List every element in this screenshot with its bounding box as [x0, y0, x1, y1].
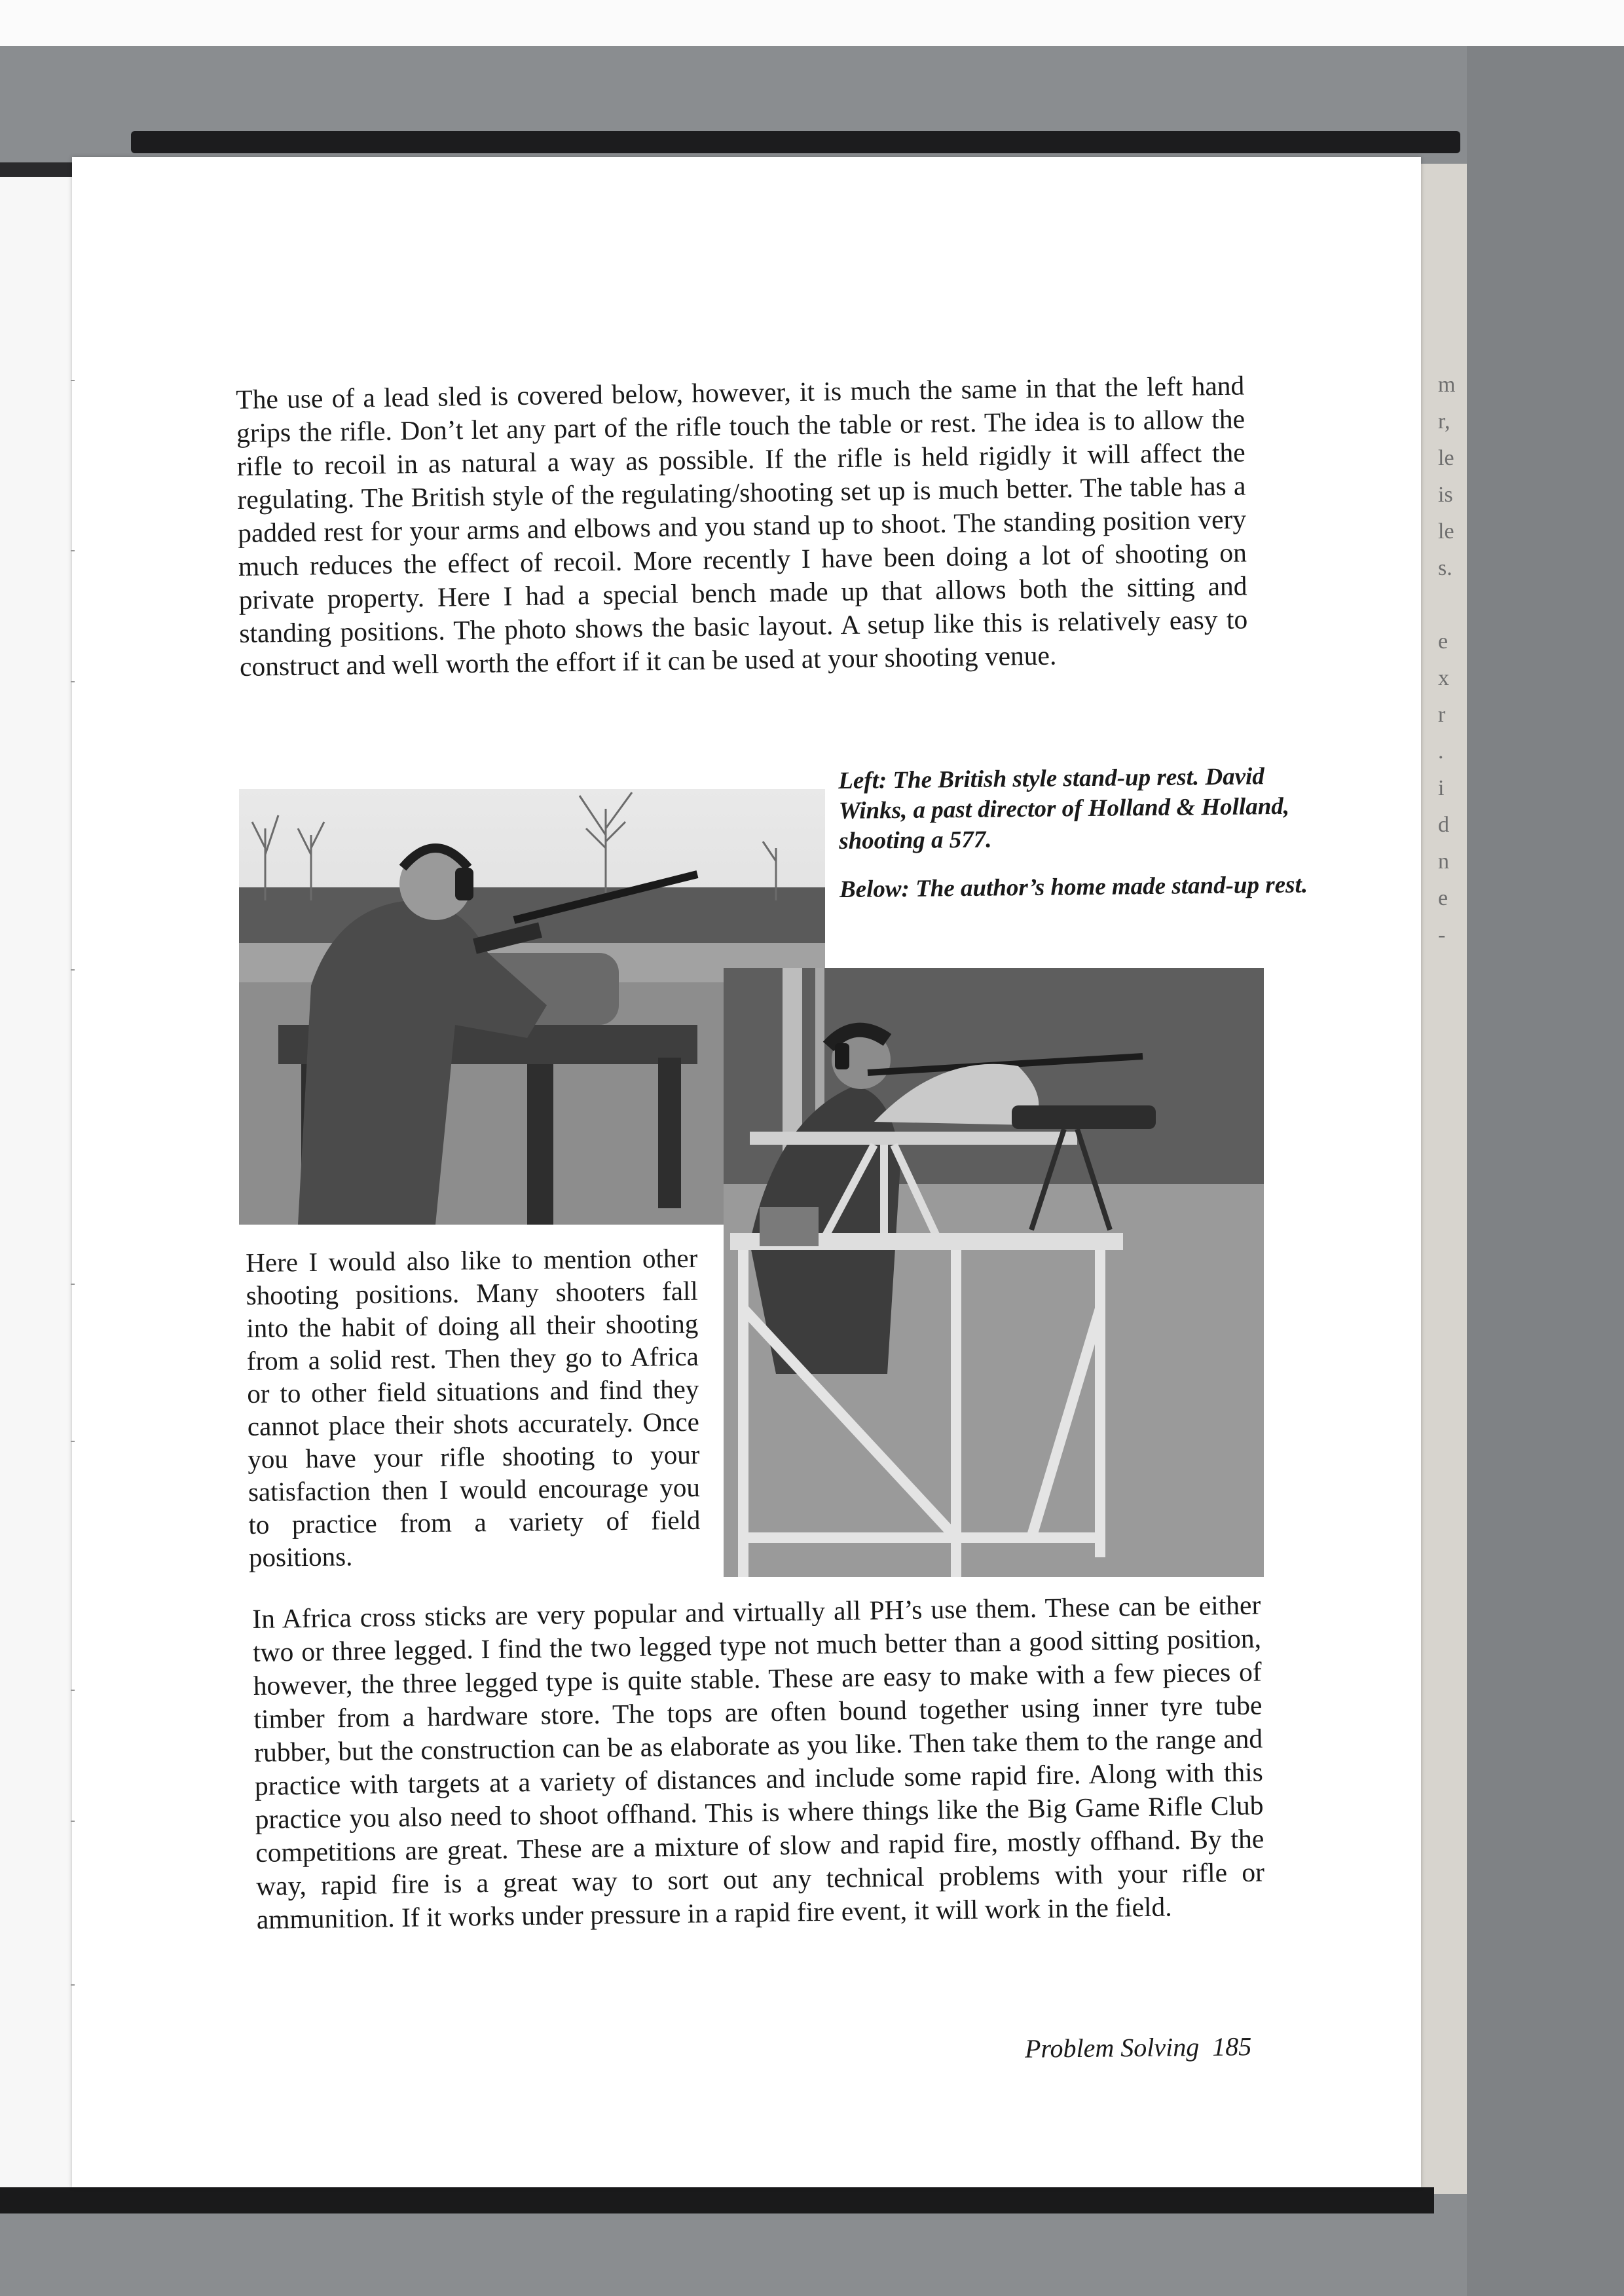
margin-marks [71, 367, 77, 2004]
photo-caption [838, 761, 1311, 923]
page-footer [1025, 2031, 1252, 2064]
book-cover-top-edge [131, 131, 1460, 153]
photo-author-home-made-rest [724, 968, 1264, 1577]
book-cover-bottom-edge [0, 2187, 1434, 2213]
caption-left: Left: The British style stand-up rest. David Winks, a past director of Holland & Holland, shooting a 577. [838, 763, 1290, 855]
scanner-background-right [1467, 46, 1624, 2296]
body-paragraph-3: In Africa cross sticks are very popular and virtually all PH’s use them. These can be either two or three legged. I find the two legged type not much better than a good sitting position, however, the three legged type is quite stable. These are easy to make with a few pieces of timber from a hardware store. The tops are often bound together using inner tyre tube rubber, but the construction can be as elaborate as you like. Then take them to the range and practice with targets at a variety of distances and include some rapid fire. Along with this practice you also need to shoot offhand. This is where things like the Big Game Rifle Club competitions are great. These are a mixture of slow and rapid fire, mostly offhand. By the way, rapid fire is a great way to sort out any technical problems with your rifle or ammunition. If it works under pressure in a rapid fire event, it will work in the field. [252, 1589, 1265, 1935]
scanner-top-border [0, 0, 1624, 46]
bleed-through-text: m r, le is le s. e x r . i d n e - [1438, 373, 1456, 947]
caption-below: Below: The author’s home made stand-up rest. [839, 871, 1308, 903]
body-paragraph-2: Here I would also like to mention other shooting positions. Many shooters fall into the habit of doing all their shooting from a solid rest. Then they go to Africa or to other field situations and find they cannot place their shots accurately. Once you have your rifle shooting to your satisfaction then I would encourage you to practice from a variety of field positions. [246, 1242, 701, 1572]
footer-section-title: Problem Solving [1024, 2032, 1200, 2064]
body-paragraph-1: The use of a lead sled is covered below, however, it is much the same in that the left hand grips the rifle. Don’t let any part of the rifle touch the table or rest. The idea is to allow the rifle to recoil in as natural a way as possible. If the rifle is held rigidly it will affect the regulating. The British style of the regulating/shooting set up is much better. The table has a padded rest for your arms and elbows and you stand up to shoot. The standing position very much reduces the effect of recoil. More recently I have been doing a lot of shooting on private property. Here I had a special bench made up that allows both the sitting and standing positions. The photo shows the basic layout. A setup like this is relatively easy to construct and well worth the effort if it can be used at your shooting venue. [236, 370, 1248, 682]
page-number: 185 [1212, 2031, 1252, 2062]
facing-page-edge [0, 177, 73, 2187]
